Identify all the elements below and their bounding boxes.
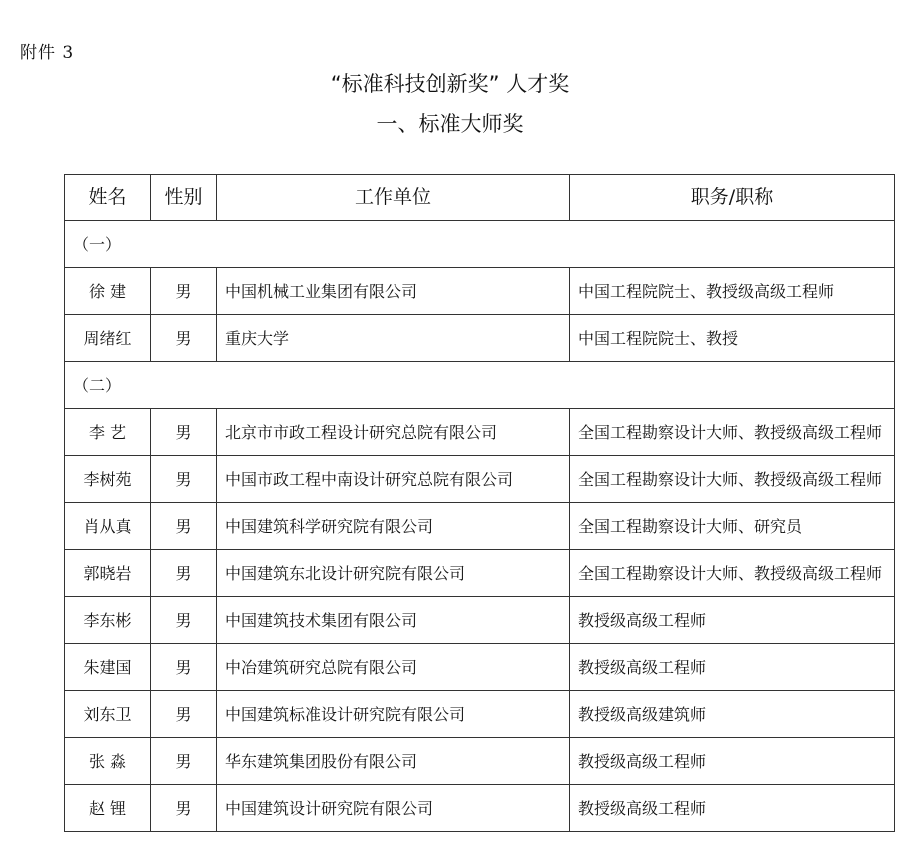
group-header-row (65, 221, 895, 268)
table-row (65, 597, 895, 644)
table-row (65, 738, 895, 785)
table-row (65, 268, 895, 315)
cell-organization: 中国建筑设计研究院有限公司 (217, 785, 570, 832)
cell-organization: 中国建筑东北设计研究院有限公司 (217, 550, 570, 597)
group-header-row (65, 362, 895, 409)
cell-name: 李树苑 (65, 456, 151, 503)
cell-gender: 男 (151, 550, 217, 597)
cell-gender: 男 (151, 409, 217, 456)
cell-gender: 男 (151, 456, 217, 503)
cell-title: 教授级高级工程师 (570, 785, 895, 832)
award-table (64, 174, 895, 832)
cell-name: 肖从真 (65, 503, 151, 550)
group-label: （二） (65, 362, 895, 409)
table-body (65, 221, 895, 832)
cell-organization: 重庆大学 (217, 315, 570, 362)
table-row (65, 315, 895, 362)
cell-name: 朱建国 (65, 644, 151, 691)
cell-organization: 北京市市政工程设计研究总院有限公司 (217, 409, 570, 456)
table-row (65, 503, 895, 550)
section-title: 一、标准大师奖 (376, 112, 524, 136)
column-header-name: 姓名 (65, 175, 151, 221)
cell-name: 徐 建 (65, 268, 151, 315)
cell-organization: 华东建筑集团股份有限公司 (217, 738, 570, 785)
cell-name: 刘东卫 (65, 691, 151, 738)
group-label: （一） (65, 221, 895, 268)
table-row (65, 644, 895, 691)
cell-title: 全国工程勘察设计大师、教授级高级工程师 (570, 456, 895, 503)
cell-gender: 男 (151, 691, 217, 738)
table-row (65, 691, 895, 738)
cell-organization: 中国市政工程中南设计研究总院有限公司 (217, 456, 570, 503)
cell-gender: 男 (151, 738, 217, 785)
cell-gender: 男 (151, 503, 217, 550)
cell-name: 李东彬 (65, 597, 151, 644)
cell-name: 郭晓岩 (65, 550, 151, 597)
table-row (65, 550, 895, 597)
cell-name: 赵 锂 (65, 785, 151, 832)
cell-title: 教授级高级工程师 (570, 738, 895, 785)
cell-gender: 男 (151, 597, 217, 644)
cell-title: 教授级高级建筑师 (570, 691, 895, 738)
cell-title: 中国工程院院士、教授 (570, 315, 895, 362)
cell-gender: 男 (151, 644, 217, 691)
cell-title: 教授级高级工程师 (570, 644, 895, 691)
cell-organization: 中国建筑技术集团有限公司 (217, 597, 570, 644)
table-row (65, 409, 895, 456)
column-header-title: 职务/职称 (570, 175, 895, 221)
cell-name: 张 淼 (65, 738, 151, 785)
cell-gender: 男 (151, 268, 217, 315)
cell-title: 全国工程勘察设计大师、研究员 (570, 503, 895, 550)
cell-gender: 男 (151, 785, 217, 832)
column-header-organization: 工作单位 (217, 175, 570, 221)
cell-gender: 男 (151, 315, 217, 362)
cell-title: 全国工程勘察设计大师、教授级高级工程师 (570, 409, 895, 456)
cell-organization: 中国建筑标准设计研究院有限公司 (217, 691, 570, 738)
cell-name: 李 艺 (65, 409, 151, 456)
table-row (65, 456, 895, 503)
table-header-row (65, 175, 895, 221)
cell-organization: 中冶建筑研究总院有限公司 (217, 644, 570, 691)
cell-organization: 中国机械工业集团有限公司 (217, 268, 570, 315)
cell-title: 教授级高级工程师 (570, 597, 895, 644)
cell-title: 全国工程勘察设计大师、教授级高级工程师 (570, 550, 895, 597)
attachment-label: 附件 3 (20, 43, 75, 63)
column-header-gender: 性别 (151, 175, 217, 221)
cell-title: 中国工程院院士、教授级高级工程师 (570, 268, 895, 315)
document-title: “标准科技创新奖” 人才奖 (330, 72, 570, 96)
cell-organization: 中国建筑科学研究院有限公司 (217, 503, 570, 550)
table-row (65, 785, 895, 832)
cell-name: 周绪红 (65, 315, 151, 362)
